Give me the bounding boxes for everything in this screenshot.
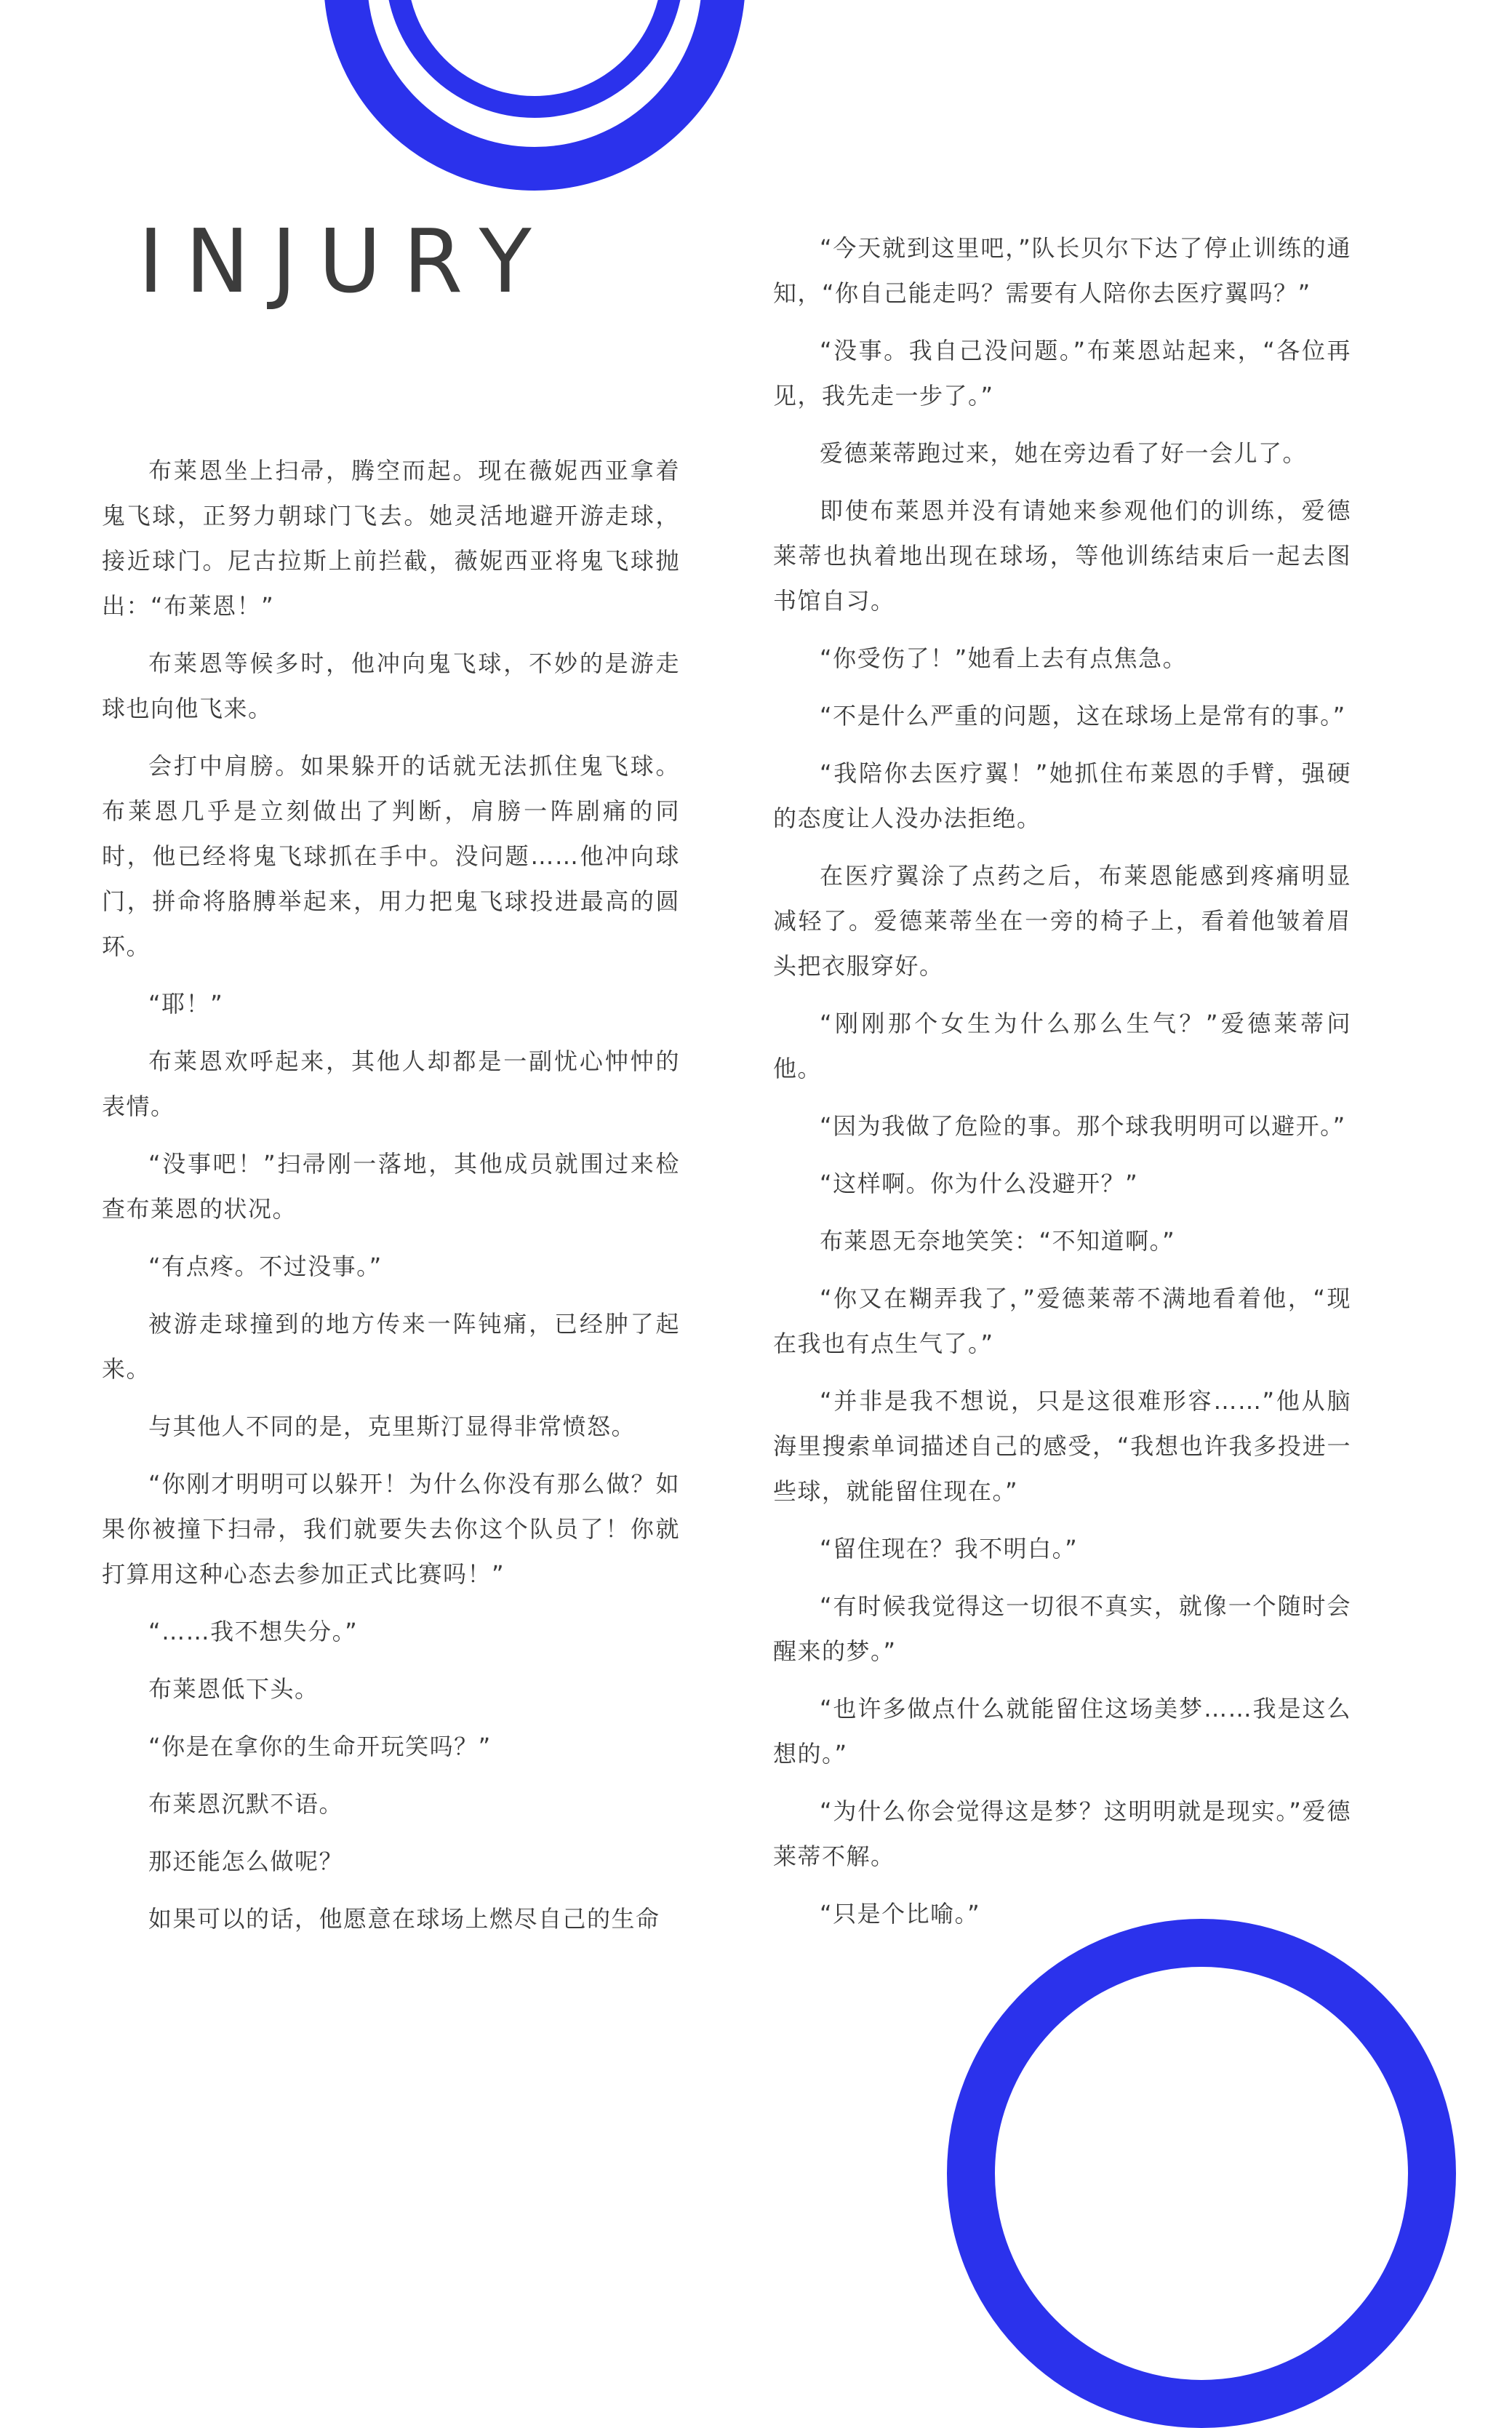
paragraph: “留住现在？我不明白。” [820,1535,1079,1562]
paragraph: 会打中肩膀。如果躲开的话就无法抓住鬼飞球。布莱恩几乎是立刻做出了判断，肩膀一阵剧痛的同时，他已经将鬼飞球抓在手中。没问题……他冲向球门，拼命将胳膊举起来，用力把鬼飞球投进最高的圆环。 [102,752,680,960]
paragraph: 被游走球撞到的地方传来一阵钝痛，已经肿了起来。 [102,1310,680,1383]
paragraph: 布莱恩沉默不语。 [148,1790,344,1818]
paragraph: 布莱恩低下头。 [148,1675,319,1703]
paragraph: “你是在拿你的生命开玩笑吗？” [148,1733,492,1760]
page-title: INJURY [138,209,553,313]
right-text-column [773,225,1351,1949]
paragraph: “这样啊。你为什么没避开？” [820,1170,1139,1197]
paragraph: “因为我做了危险的事。那个球我明明可以避开。” [820,1112,1346,1140]
paragraph: 布莱恩等候多时，他冲向鬼飞球，不妙的是游走球也向他飞来。 [102,650,680,722]
paragraph: 那还能怎么做呢？ [148,1848,344,1875]
paragraph: “刚刚那个女生为什么那么生气？”爱德莱蒂问他。 [773,1010,1351,1082]
paragraph: “你受伤了！”她看上去有点焦急。 [820,644,1188,672]
paragraph: 在医疗翼涂了点药之后，布莱恩能感到疼痛明显减轻了。爱德莱蒂坐在一旁的椅子上，看着他皱着眉头把衣服穿好。 [773,862,1351,980]
paragraph: “不是什么严重的问题，这在球场上是常有的事。” [820,702,1346,730]
paragraph: “今天就到这里吧，”队长贝尔下达了停止训练的通知，“你自己能走吗？需要有人陪你去医疗翼吗？” [773,234,1351,307]
paragraph: 与其他人不同的是，克里斯汀显得非常愤怒。 [148,1413,636,1440]
left-text-column [102,448,680,1954]
paragraph: “……我不想失分。” [148,1618,359,1645]
decorative-ring-bottom [947,1919,1456,2428]
paragraph: 布莱恩坐上扫帚，腾空而起。现在薇妮西亚拿着鬼飞球，正努力朝球门飞去。她灵活地避开游走球，接近球门。尼古拉斯上前拦截，薇妮西亚将鬼飞球抛出：“布莱恩！” [102,457,680,620]
paragraph: 即使布莱恩并没有请她来参观他们的训练，爱德莱蒂也执着地出现在球场，等他训练结束后一起去图书馆自习。 [773,497,1351,615]
paragraph: “为什么你会觉得这是梦？这明明就是现实。”爱德莱蒂不解。 [773,1797,1351,1870]
paragraph: 如果可以的话，他愿意在球场上燃尽自己的生命 [148,1905,660,1933]
paragraph: “只是个比喻。” [820,1900,981,1928]
paragraph: “没事。我自己没问题。”布莱恩站起来，“各位再见，我先走一步了。” [773,337,1351,410]
paragraph: “你刚才明明可以躲开！为什么你没有那么做？如果你被撞下扫帚，我们就要失去你这个队员了！你就打算用这种心态去参加正式比赛吗！” [102,1470,680,1588]
paragraph: “有时候我觉得这一切很不真实，就像一个随时会醒来的梦。” [773,1592,1351,1665]
paragraph: “没事吧！”扫帚刚一落地，其他成员就围过来检查布莱恩的状况。 [102,1150,680,1223]
paragraph: “你又在糊弄我了，”爱德莱蒂不满地看着他，“现在我也有点生气了。” [773,1285,1351,1357]
paragraph: 爱德莱蒂跑过来，她在旁边看了好一会儿了。 [820,439,1308,467]
paragraph: “并非是我不想说，只是这很难形容……”他从脑海里搜索单词描述自己的感受，“我想也许我多投进一些球，就能留住现在。” [773,1387,1351,1505]
paragraph: “我陪你去医疗翼！”她抓住布莱恩的手臂，强硬的态度让人没办法拒绝。 [773,759,1351,832]
paragraph: 布莱恩无奈地笑笑：“不知道啊。” [820,1227,1176,1255]
paragraph: “有点疼。不过没事。” [148,1253,383,1280]
paragraph: 布莱恩欢呼起来，其他人却都是一副忧心忡忡的表情。 [102,1047,680,1120]
paragraph: “耶！” [148,990,224,1018]
paragraph: “也许多做点什么就能留住这场美梦……我是这么想的。” [773,1695,1351,1768]
